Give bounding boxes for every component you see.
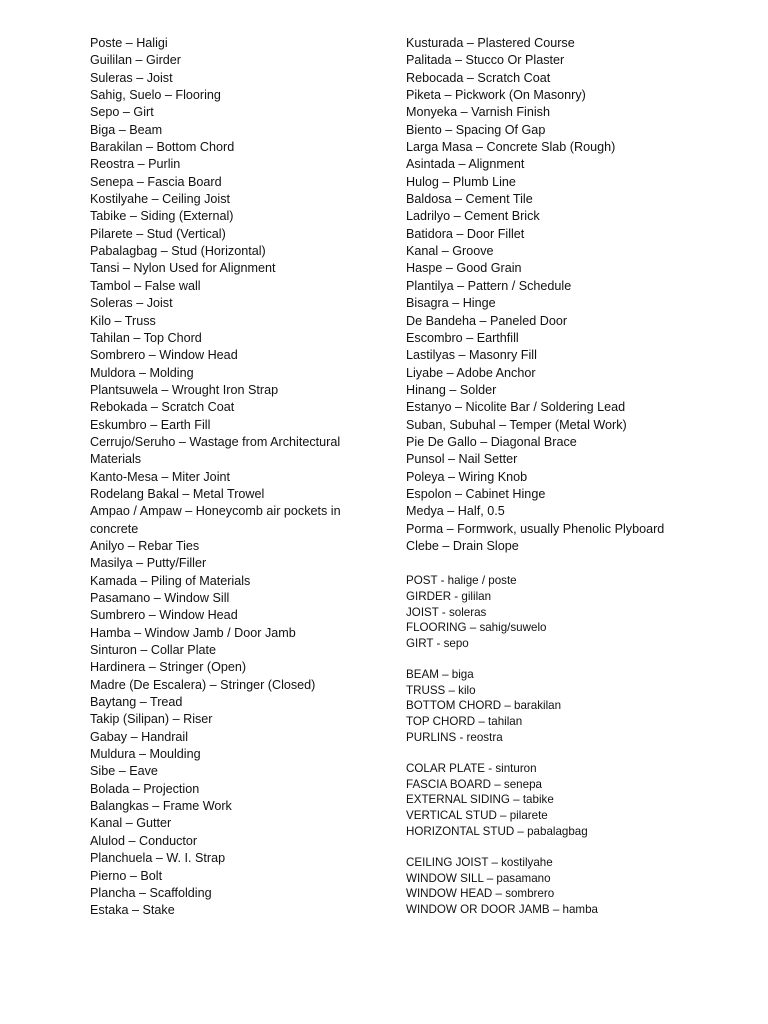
term-group bbox=[406, 667, 746, 745]
glossary-entry: Pasamano – Window Sill bbox=[90, 591, 230, 605]
glossary-entry: Pilarete – Stud (Vertical) bbox=[90, 226, 226, 241]
term-entry: WINDOW SILL – pasamano bbox=[406, 871, 551, 885]
english-term-groups bbox=[406, 573, 746, 917]
glossary-entry: Hardinera – Stringer (Open) bbox=[90, 660, 247, 675]
glossary-entry: Plantilya – Pattern / Schedule bbox=[406, 278, 572, 293]
glossary-entry: Clebe – Drain Slope bbox=[406, 538, 519, 553]
glossary-entry: Kamada – Piling of Materials bbox=[90, 573, 251, 588]
glossary-entry: Guililan – Girder bbox=[90, 53, 181, 68]
glossary-entry: Eskumbro – Earth Fill bbox=[90, 417, 211, 432]
glossary-entry: Punsol – Nail Setter bbox=[406, 452, 518, 467]
glossary-entry: Biento – Spacing Of Gap bbox=[406, 122, 546, 137]
term-entry: FASCIA BOARD – senepa bbox=[406, 777, 542, 791]
glossary-entry: Hinang – Solder bbox=[406, 382, 497, 397]
glossary-entry: Sumbrero – Window Head bbox=[90, 608, 238, 623]
glossary-entry: Tabike – Siding (External) bbox=[90, 209, 234, 224]
term-entry: PURLINS - reostra bbox=[406, 730, 503, 744]
glossary-entry: Batidora – Door Fillet bbox=[406, 226, 525, 241]
glossary-entry: Sahig, Suelo – Flooring bbox=[90, 88, 221, 103]
glossary-entry: Alulod – Conductor bbox=[90, 833, 198, 848]
term-entry: WINDOW HEAD – sombrero bbox=[406, 887, 555, 901]
glossary-entry: Liyabe – Adobe Anchor bbox=[406, 365, 536, 380]
glossary-entry: Poste – Haligi bbox=[90, 36, 168, 50]
glossary-entry: Estanyo – Nicolite Bar / Soldering Lead bbox=[406, 400, 626, 415]
term-entry: VERTICAL STUD – pilarete bbox=[406, 809, 548, 823]
glossary-entry: Escombro – Earthfill bbox=[406, 330, 519, 345]
glossary-entry: Anilyo – Rebar Ties bbox=[90, 538, 200, 553]
glossary-entry: Kostilyahe – Ceiling Joist bbox=[90, 192, 231, 207]
glossary-entry: Rebokada – Scratch Coat bbox=[90, 400, 235, 415]
term-entry: EXTERNAL SIDING – tabike bbox=[406, 793, 554, 807]
glossary-entry: Sibe – Eave bbox=[90, 764, 158, 779]
term-entry: TOP CHORD – tahilan bbox=[406, 715, 523, 729]
glossary-entry: Larga Masa – Concrete Slab (Rough) bbox=[406, 140, 616, 155]
glossary-entry: Piketa – Pickwork (On Masonry) bbox=[406, 88, 586, 103]
glossary-entry: Kusturada – Plastered Course bbox=[406, 36, 575, 50]
glossary-entry: Sombrero – Window Head bbox=[90, 348, 238, 363]
glossary-entry: De Bandeha – Paneled Door bbox=[406, 313, 568, 328]
term-entry: JOIST - soleras bbox=[406, 605, 487, 619]
term-group bbox=[406, 573, 746, 651]
glossary-entry: Kanal – Gutter bbox=[90, 816, 172, 831]
glossary-entry: Lastilyas – Masonry Fill bbox=[406, 348, 537, 363]
glossary-entry: Rodelang Bakal – Metal Trowel bbox=[90, 486, 265, 501]
glossary-entry: Kanal – Groove bbox=[406, 244, 494, 259]
glossary-entry: Sepo – Girt bbox=[90, 105, 154, 120]
glossary-entry: Rebocada – Scratch Coat bbox=[406, 70, 551, 85]
left-glossary-column bbox=[90, 35, 390, 920]
glossary-entry: Masilya – Putty/Filler bbox=[90, 556, 207, 571]
glossary-entry: Takip (Silipan) – Riser bbox=[90, 712, 213, 727]
glossary-entry: Pierno – Bolt bbox=[90, 868, 163, 883]
term-entry: BEAM – biga bbox=[406, 668, 474, 682]
glossary-entry: Kanto-Mesa – Miter Joint bbox=[90, 469, 230, 484]
glossary-entry: Biga – Beam bbox=[90, 122, 163, 137]
glossary-entry: Tahilan – Top Chord bbox=[90, 330, 202, 345]
glossary-entry: Soleras – Joist bbox=[90, 296, 173, 311]
glossary-entry: Tansi – Nylon Used for Alignment bbox=[90, 261, 276, 276]
term-entry: TRUSS – kilo bbox=[406, 683, 476, 697]
term-group bbox=[406, 855, 746, 917]
glossary-entry: Espolon – Cabinet Hinge bbox=[406, 486, 546, 501]
term-entry: COLAR PLATE - sinturon bbox=[406, 762, 537, 776]
glossary-entry: Palitada – Stucco Or Plaster bbox=[406, 53, 565, 68]
glossary-entry: Suleras – Joist bbox=[90, 70, 173, 85]
term-entry: WINDOW OR DOOR JAMB – hamba bbox=[406, 903, 598, 916]
glossary-entry: Planchuela – W. I. Strap bbox=[90, 851, 226, 866]
glossary-entry: Hulog – Plumb Line bbox=[406, 174, 516, 189]
glossary-entry: Poleya – Wiring Knob bbox=[406, 469, 528, 484]
glossary-entry: Reostra – Purlin bbox=[90, 157, 181, 172]
glossary-entry: Baldosa – Cement Tile bbox=[406, 192, 533, 207]
right-glossary-column bbox=[406, 35, 746, 934]
term-entry: HORIZONTAL STUD – pabalagbag bbox=[406, 824, 588, 838]
glossary-entry: Monyeka – Varnish Finish bbox=[406, 105, 550, 120]
glossary-entry: Bolada – Projection bbox=[90, 781, 200, 796]
term-entry: CEILING JOIST – kostilyahe bbox=[406, 856, 553, 870]
glossary-entry: Barakilan – Bottom Chord bbox=[90, 140, 235, 155]
glossary-entry: Medya – Half, 0.5 bbox=[406, 504, 505, 519]
glossary-entry: Baytang – Tread bbox=[90, 695, 183, 710]
glossary-entry: Pie De Gallo – Diagonal Brace bbox=[406, 434, 577, 449]
glossary-entry: Plantsuwela – Wrought Iron Strap bbox=[90, 382, 279, 397]
term-entry: POST - halige / poste bbox=[406, 574, 517, 588]
glossary-entry: Ampao / Ampaw – Honeycomb air pockets in concrete bbox=[90, 504, 341, 536]
glossary-entry: Plancha – Scaffolding bbox=[90, 885, 212, 900]
glossary-entry: Kilo – Truss bbox=[90, 313, 156, 328]
glossary-entry: Pabalagbag – Stud (Horizontal) bbox=[90, 244, 266, 259]
glossary-entry: Ladrilyo – Cement Brick bbox=[406, 209, 540, 224]
glossary-entry: Haspe – Good Grain bbox=[406, 261, 522, 276]
glossary-entry: Estaka – Stake bbox=[90, 903, 175, 918]
term-entry: GIRDER - gililan bbox=[406, 589, 492, 603]
term-entry: GIRT - sepo bbox=[406, 636, 469, 650]
glossary-entry: Muldura – Moulding bbox=[90, 747, 201, 762]
glossary-entry: Senepa – Fascia Board bbox=[90, 174, 222, 189]
glossary-entry: Hamba – Window Jamb / Door Jamb bbox=[90, 625, 296, 640]
glossary-entry: Gabay – Handrail bbox=[90, 729, 189, 744]
glossary-entry: Porma – Formwork, usually Phenolic Plyboard bbox=[406, 521, 665, 536]
term-entry: BOTTOM CHORD – barakilan bbox=[406, 699, 562, 713]
glossary-entry: Bisagra – Hinge bbox=[406, 296, 496, 311]
glossary-entry: Asintada – Alignment bbox=[406, 157, 525, 172]
glossary-entry: Balangkas – Frame Work bbox=[90, 799, 232, 814]
glossary-entry: Cerrujo/Seruho – Wastage from Architectural Materials bbox=[90, 434, 341, 467]
glossary-entry: Sinturon – Collar Plate bbox=[90, 643, 217, 658]
glossary-entry: Tambol – False wall bbox=[90, 278, 201, 293]
term-entry: FLOORING – sahig/suwelo bbox=[406, 621, 547, 635]
glossary-entry: Madre (De Escalera) – Stringer (Closed) bbox=[90, 677, 316, 692]
term-group bbox=[406, 761, 746, 839]
glossary-entry: Muldora – Molding bbox=[90, 365, 194, 380]
glossary-entry: Suban, Subuhal – Temper (Metal Work) bbox=[406, 417, 627, 432]
